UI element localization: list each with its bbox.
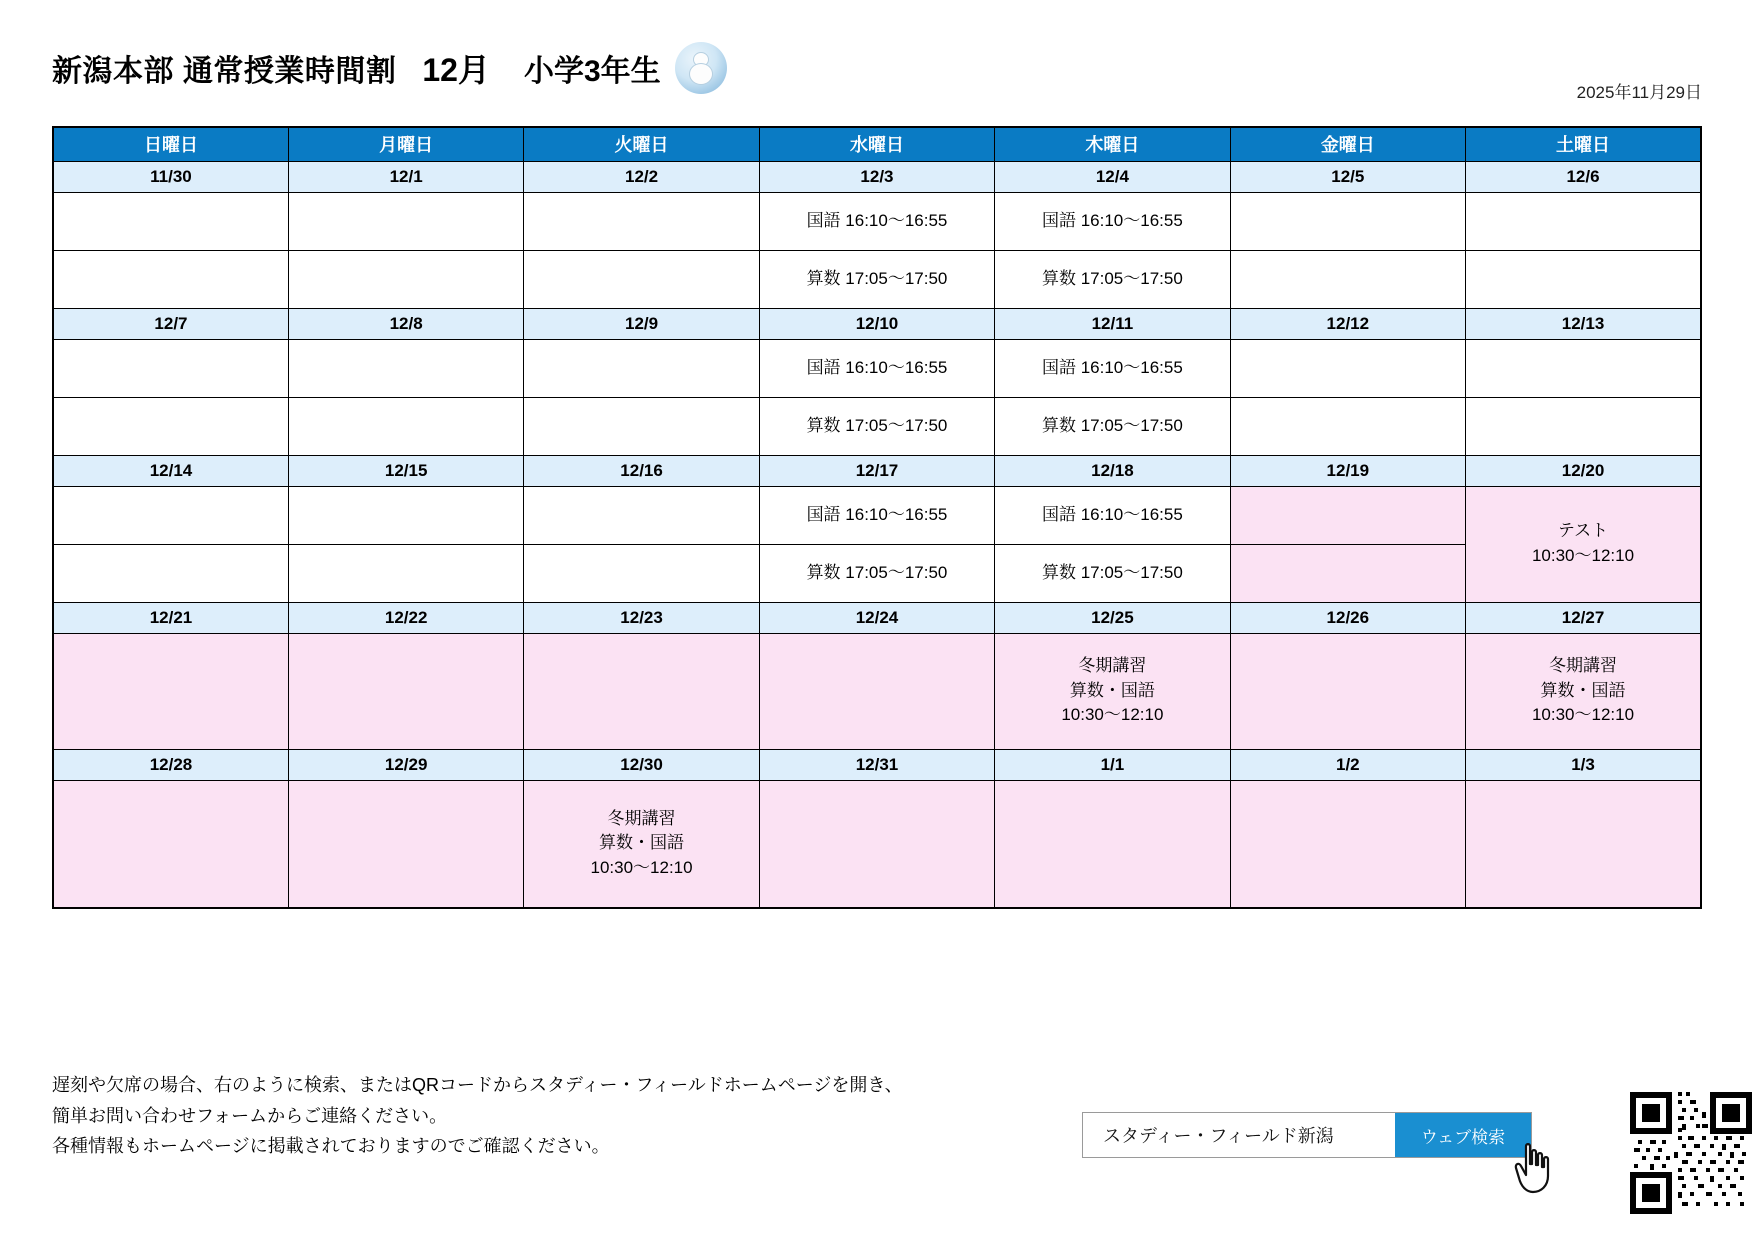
date-cell: 12/28 [53, 749, 288, 780]
lesson-line: 国語 16:10〜16:55 [806, 210, 948, 230]
lesson-cell [995, 339, 1230, 397]
qr-code-icon [1630, 1092, 1752, 1214]
lesson-text [1466, 519, 1700, 568]
title-row [52, 42, 1702, 94]
lesson-line: テスト [1557, 521, 1609, 541]
search-input[interactable]: スタディー・フィールド新潟 [1083, 1113, 1395, 1157]
lesson-line: 10:30〜12:10 [1531, 705, 1635, 725]
date-cell: 1/1 [995, 749, 1230, 780]
empty-cell [524, 192, 759, 250]
lesson-line: 10:30〜12:10 [1061, 705, 1164, 725]
page-header [52, 42, 1702, 102]
lesson-line: 冬期講習 [1549, 656, 1618, 676]
lesson-line: 国語 16:10〜16:55 [806, 357, 948, 377]
lesson-text [760, 267, 994, 292]
date-cell: 11/30 [53, 161, 288, 192]
date-cell: 12/6 [1466, 161, 1701, 192]
date-cell: 12/22 [288, 602, 523, 633]
empty-cell [1230, 250, 1465, 308]
empty-cell [524, 633, 759, 749]
lesson-cell [1466, 486, 1701, 602]
lesson-row [53, 397, 1701, 455]
lesson-cell [995, 192, 1230, 250]
lesson-row [53, 780, 1701, 908]
lesson-cell [995, 633, 1230, 749]
lesson-line: 算数・国語 [1540, 680, 1626, 700]
date-cell: 12/17 [759, 455, 994, 486]
date-cell: 12/30 [524, 749, 759, 780]
weekday-header-0: 日曜日 [53, 127, 288, 161]
empty-cell [524, 339, 759, 397]
lesson-row [53, 192, 1701, 250]
page-title: 新潟本部 通常授業時間割 [52, 55, 397, 88]
empty-cell [1466, 250, 1701, 308]
empty-cell [524, 544, 759, 602]
lesson-line: 国語 16:10〜16:55 [1041, 357, 1183, 377]
date-row [53, 161, 1701, 192]
weekday-header-2: 火曜日 [524, 127, 759, 161]
title-grade: 小学3年生 [523, 55, 661, 88]
empty-cell [1230, 397, 1465, 455]
date-cell: 12/9 [524, 308, 759, 339]
lesson-line: 国語 16:10〜16:55 [1041, 210, 1183, 230]
date-cell: 12/4 [995, 161, 1230, 192]
lesson-line: 10:30〜12:10 [1531, 546, 1635, 565]
empty-cell [288, 544, 523, 602]
date-cell: 12/18 [995, 455, 1230, 486]
lesson-row [53, 633, 1701, 749]
empty-cell [288, 192, 523, 250]
empty-cell [53, 339, 288, 397]
lesson-text [995, 414, 1229, 439]
lesson-line: 冬期講習 [1078, 656, 1147, 676]
lesson-row [53, 250, 1701, 308]
lesson-cell [759, 397, 994, 455]
lesson-line: 算数・国語 [1069, 680, 1155, 700]
lesson-cell [759, 544, 994, 602]
lesson-text [760, 503, 994, 528]
empty-cell [53, 544, 288, 602]
date-cell: 12/16 [524, 455, 759, 486]
lesson-cell [759, 192, 994, 250]
weekday-header-4: 木曜日 [995, 127, 1230, 161]
date-cell: 1/3 [1466, 749, 1701, 780]
lesson-text [995, 209, 1229, 234]
date-cell: 12/24 [759, 602, 994, 633]
date-cell: 12/13 [1466, 308, 1701, 339]
web-search-widget[interactable] [1082, 1112, 1532, 1158]
document-date: 2025年11月29日 [1576, 83, 1702, 102]
date-cell: 12/3 [759, 161, 994, 192]
empty-cell [1230, 486, 1465, 544]
date-cell: 12/27 [1466, 602, 1701, 633]
date-cell: 1/2 [1230, 749, 1465, 780]
lesson-text [760, 209, 994, 234]
date-cell: 12/10 [759, 308, 994, 339]
lesson-cell [995, 544, 1230, 602]
date-cell: 12/23 [524, 602, 759, 633]
web-search-button[interactable]: ウェブ検索 [1395, 1113, 1531, 1157]
lesson-cell [995, 250, 1230, 308]
lesson-text [524, 807, 758, 881]
date-cell: 12/8 [288, 308, 523, 339]
date-cell: 12/2 [524, 161, 759, 192]
empty-cell [1230, 339, 1465, 397]
lesson-cell [995, 486, 1230, 544]
title-month: 12月 [422, 52, 490, 88]
hand-pointer-icon [1514, 1142, 1558, 1194]
date-cell: 12/14 [53, 455, 288, 486]
calendar-body [53, 161, 1701, 908]
empty-cell [524, 486, 759, 544]
empty-cell [759, 633, 994, 749]
date-cell: 12/29 [288, 749, 523, 780]
date-row [53, 749, 1701, 780]
date-cell: 12/21 [53, 602, 288, 633]
empty-cell [288, 250, 523, 308]
empty-cell [53, 192, 288, 250]
empty-cell [288, 397, 523, 455]
empty-cell [288, 633, 523, 749]
lesson-line: 算数 17:05〜17:50 [806, 415, 948, 435]
lesson-line: 算数 17:05〜17:50 [1041, 562, 1183, 582]
lesson-line: 算数・国語 [599, 833, 685, 853]
lesson-line: 算数 17:05〜17:50 [806, 562, 948, 582]
lesson-text [1466, 654, 1700, 728]
empty-cell [524, 397, 759, 455]
date-cell: 12/31 [759, 749, 994, 780]
calendar-container [52, 126, 1702, 909]
date-cell: 12/25 [995, 602, 1230, 633]
weekday-header-6: 土曜日 [1466, 127, 1701, 161]
empty-cell [995, 780, 1230, 908]
empty-cell [524, 250, 759, 308]
date-row [53, 308, 1701, 339]
footer-note-line-1: 遅刻や欠席の場合、右のように検索、またはQRコードからスタディー・フィールドホームページを開き、 [52, 1075, 903, 1095]
date-cell: 12/20 [1466, 455, 1701, 486]
empty-cell [1230, 780, 1465, 908]
empty-cell [53, 486, 288, 544]
lesson-cell [759, 250, 994, 308]
lesson-line: 10:30〜12:10 [590, 858, 693, 878]
date-row [53, 602, 1701, 633]
empty-cell [1466, 397, 1701, 455]
lesson-cell [524, 780, 759, 908]
lesson-text [995, 503, 1229, 528]
lesson-line: 冬期講習 [607, 808, 676, 828]
empty-cell [53, 250, 288, 308]
lesson-line: 国語 16:10〜16:55 [806, 504, 948, 524]
lesson-text [760, 356, 994, 381]
date-cell: 12/12 [1230, 308, 1465, 339]
date-cell: 12/19 [1230, 455, 1465, 486]
empty-cell [759, 780, 994, 908]
date-cell: 12/15 [288, 455, 523, 486]
lesson-text [995, 654, 1229, 728]
lesson-text [995, 356, 1229, 381]
footer-note [52, 1070, 903, 1162]
date-cell: 12/11 [995, 308, 1230, 339]
lesson-line: 算数 17:05〜17:50 [1041, 268, 1183, 288]
lesson-row [53, 486, 1701, 544]
weekday-header-5: 金曜日 [1230, 127, 1465, 161]
lesson-text [760, 414, 994, 439]
lesson-row [53, 339, 1701, 397]
timetable [52, 126, 1702, 909]
weekday-header-1: 月曜日 [288, 127, 523, 161]
footer-note-line-3: 各種情報もホームページに掲載されておりますのでご確認ください。 [52, 1136, 610, 1157]
page-footer [52, 1060, 1702, 1190]
lesson-line: 算数 17:05〜17:50 [806, 268, 948, 288]
lesson-cell [759, 486, 994, 544]
lesson-line: 国語 16:10〜16:55 [1041, 504, 1183, 524]
lesson-text [995, 267, 1229, 292]
empty-cell [1466, 339, 1701, 397]
weekday-header-3: 水曜日 [759, 127, 994, 161]
lesson-line: 算数 17:05〜17:50 [1041, 415, 1183, 435]
weekday-header-row [53, 127, 1701, 161]
empty-cell [288, 780, 523, 908]
empty-cell [288, 486, 523, 544]
empty-cell [53, 633, 288, 749]
footer-note-line-2: 簡単お問い合わせフォームからご連絡ください。 [52, 1105, 448, 1126]
lesson-cell [995, 397, 1230, 455]
lesson-text [995, 561, 1229, 586]
lesson-cell [759, 339, 994, 397]
empty-cell [53, 397, 288, 455]
empty-cell [1230, 633, 1465, 749]
empty-cell [1230, 192, 1465, 250]
lesson-cell [1466, 633, 1701, 749]
date-cell: 12/5 [1230, 161, 1465, 192]
lesson-text [760, 561, 994, 586]
empty-cell [288, 339, 523, 397]
date-cell: 12/26 [1230, 602, 1465, 633]
snowman-icon [675, 42, 727, 94]
date-cell: 12/7 [53, 308, 288, 339]
empty-cell [53, 780, 288, 908]
empty-cell [1466, 192, 1701, 250]
date-cell: 12/1 [288, 161, 523, 192]
lesson-row [53, 544, 1701, 602]
empty-cell [1466, 780, 1701, 908]
empty-cell [1230, 544, 1465, 602]
date-row [53, 455, 1701, 486]
